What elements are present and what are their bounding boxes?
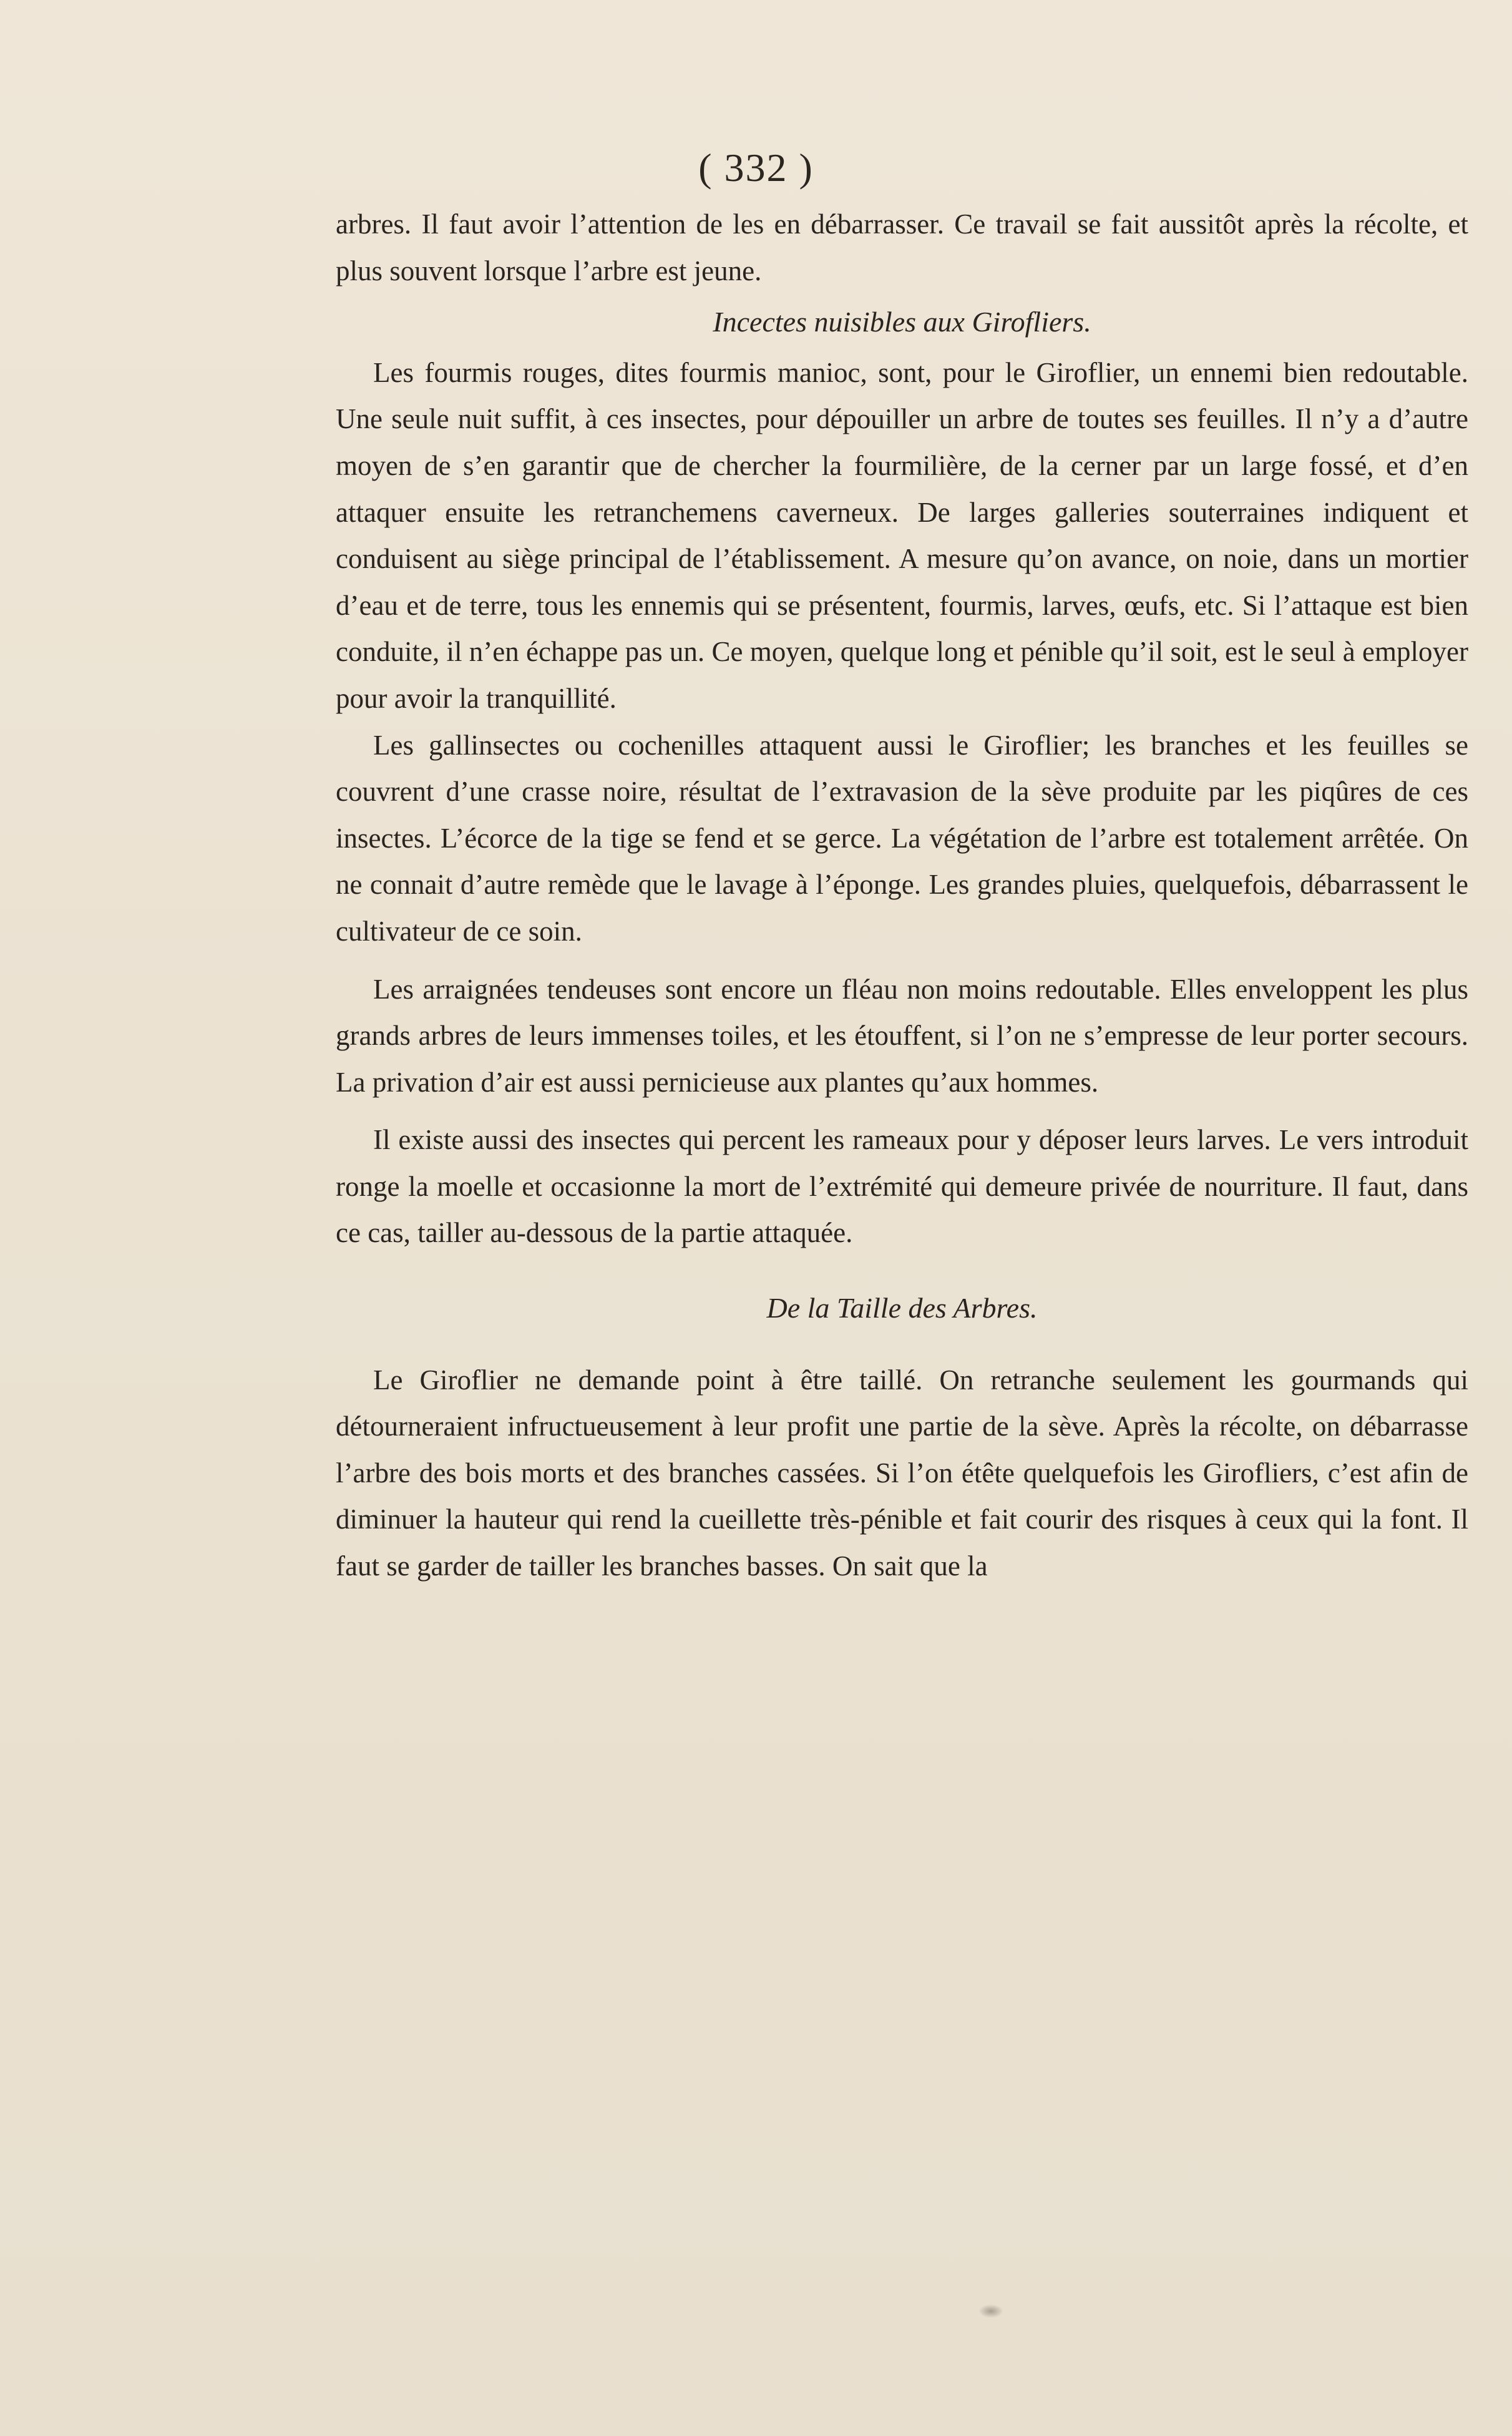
paragraph-gallinsectes: Les gallinsectes ou cochenilles attaquent aussi le Giroflier; les branches et les feuilles se couvrent d’une crasse noire, résultat de l’extravasion de la sève produite par les piqûres de ces insectes. L’écorce de la tige se fend et se gerce. La végétation de l’arbre est totalement arrêtée. On ne connait d’autre remède que le lavage à l’éponge. Les grandes pluies, quelquefois, débarrassent le cultivateur de ce soin. bbox=[336, 729, 1468, 947]
section-heading-taille: De la Taille des Arbres. bbox=[766, 1292, 1038, 1324]
ink-smudge bbox=[978, 2304, 1003, 2318]
paragraph-continuation: arbres. Il faut avoir l’attention de les en débarrasser. Ce travail se fait aussitôt après la récolte, et plus souvent lorsque l’arbre est jeune. bbox=[336, 208, 1468, 286]
paragraph-taille: Le Giroflier ne demande point à être taillé. On retranche seulement les gourmands qui détourneraient infructueusement à leur profit une partie de la sève. Après la récolte, on débarrasse l’arbre des bois morts et des branches cassées. Si l’on étête quelquefois les Girofliers, c’est afin de diminuer la hauteur qui rend la cueillette très-pénible et fait courir des risques à ceux qui la font. Il faut se garder de tailler les branches basses. On sait que la bbox=[336, 1364, 1468, 1582]
paragraph-arraignees: Les arraignées tendeuses sont encore un fléau non moins redoutable. Elles enveloppent les plus grands arbres de leurs immenses toiles, et les étouffent, si l’on ne s’empresse de leur porter secours. La privation d’air est aussi pernicieuse aux plantes qu’aux hommes. bbox=[336, 973, 1468, 1098]
paragraph-larves: Il existe aussi des insectes qui percent les rameaux pour y déposer leurs larves. Le vers introduit ronge la moelle et occasionne la mort de l’extrémité qui demeure privée de nourriture. Il faut, dans ce cas, tailler au-dessous de la partie attaquée. bbox=[336, 1124, 1468, 1249]
paragraph-fourmis: Les fourmis rouges, dites fourmis manioc, sont, pour le Giroflier, un ennemi bien redoutable. Une seule nuit suffit, à ces insectes, pour dépouiller un arbre de toutes ses feuilles. Il n’y a d’autre moyen de s’en garantir que de chercher la fourmilière, de la cerner par un large fossé, et d’en attaquer ensuite les retranchemens caverneux. De larges galleries souterraines indiquent et conduisent au siège principal de l’établissement. A mesure qu’on avance, on noie, dans un mortier d’eau et de terre, tous les ennemis qui se présentent, fourmis, larves, œufs, etc. Si l’attaque est bien conduite, il n’en échappe pas un. Ce moyen, quelque long et pénible qu’il soit, est le seul à employer pour avoir la tranquillité. bbox=[336, 356, 1468, 714]
page-text bbox=[336, 201, 1468, 1590]
section-heading-insects: Incectes nuisibles aux Girofliers. bbox=[713, 306, 1091, 338]
page-number: ( 332 ) bbox=[698, 145, 814, 190]
